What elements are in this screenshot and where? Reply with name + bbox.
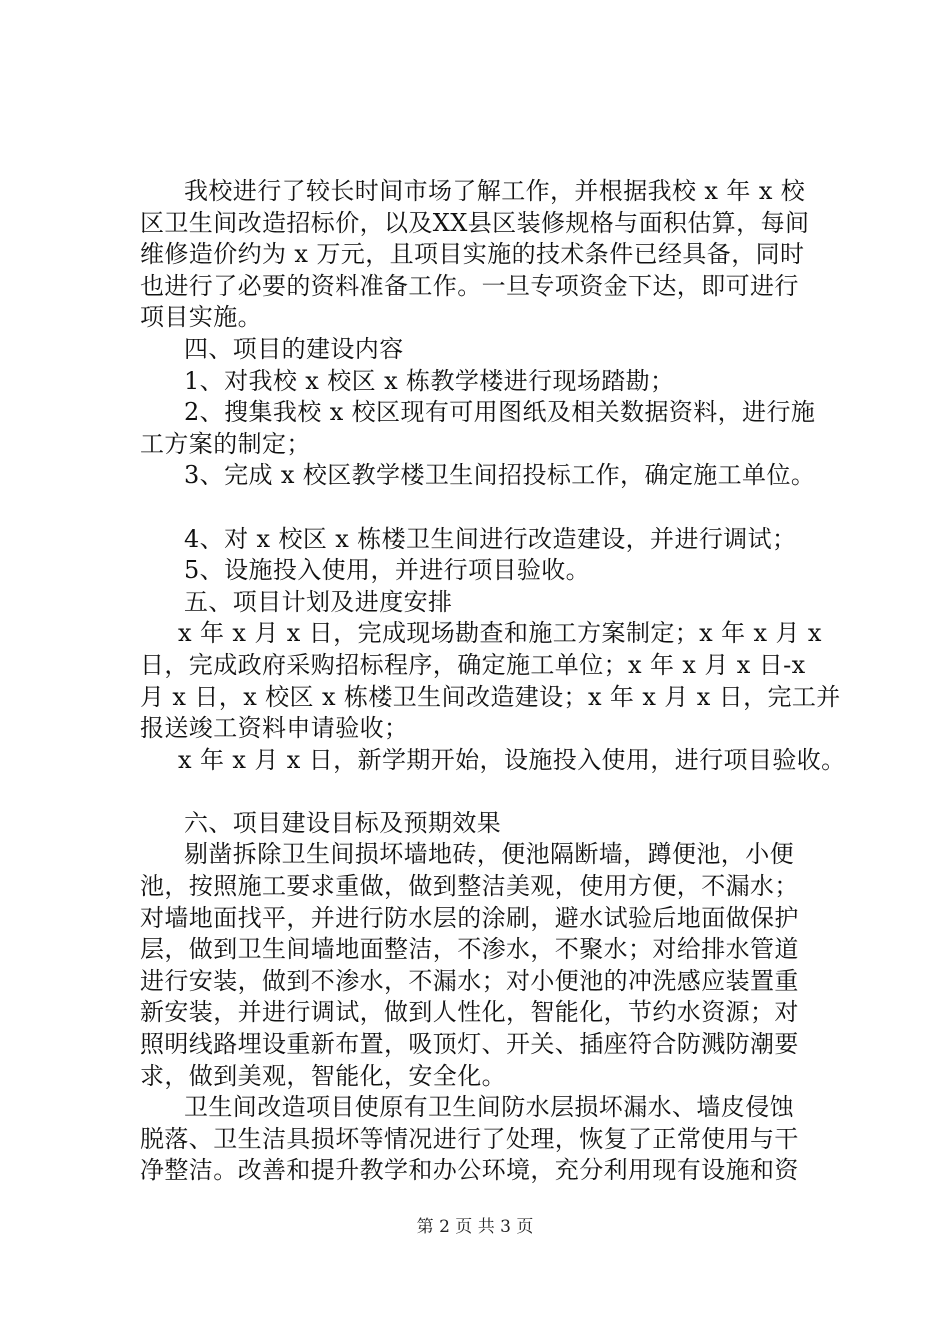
text-line: x 年 x 月 x 日，完成现场勘查和施工方案制定；x 年 x 月 x: [178, 619, 822, 648]
text-line: 层，做到卫生间墙地面整洁，不渗水，不聚水；对给排水管道: [140, 935, 799, 964]
text-line: 剔凿拆除卫生间损坏墙地砖，便池隔断墙，蹲便池，小便: [184, 840, 794, 869]
text-line: 5、设施投入使用，并进行项目验收。: [184, 556, 591, 585]
text-line: 月 x 日，x 校区 x 栋楼卫生间改造建设；x 年 x 月 x 日，完工并: [140, 682, 841, 711]
text-line: 日，完成政府采购招标程序，确定施工单位；x 年 x 月 x 日-x: [140, 650, 806, 679]
text-line: 对墙地面找平，并进行防水层的涂刷，避水试验后地面做保护: [140, 903, 799, 932]
text-line: 1、对我校 x 校区 x 栋教学楼进行现场踏勘；: [184, 366, 675, 395]
text-line: 我校进行了较长时间市场了解工作，并根据我校 x 年 x 校: [184, 177, 806, 205]
text-line: 净整洁。改善和提升教学和办公环境，充分利用现有设施和资: [140, 1156, 799, 1185]
text-line: 求，做到美观，智能化，安全化。: [140, 1061, 506, 1090]
text-line: 区卫生间改造招标价，以及XX县区装修规格与面积估算，每间: [140, 208, 810, 237]
text-line: 工方案的制定；: [140, 429, 311, 458]
text-line: 照明线路埋设重新布置，吸顶灯、开关、插座符合防溅防潮要: [140, 1030, 799, 1059]
blank-line: [140, 776, 840, 808]
text-line: 进行安装，做到不渗水，不漏水；对小便池的冲洗感应装置重: [140, 966, 799, 995]
text-line: 六、项目建设目标及预期效果: [184, 808, 502, 837]
blank-line: [140, 492, 840, 524]
document-body: [140, 176, 846, 1187]
text-line: 四、项目的建设内容: [184, 334, 404, 363]
text-line: 4、对 x 校区 x 栋楼卫生间进行改造建设，并进行调试；: [184, 524, 797, 553]
text-line: 也进行了必要的资料准备工作。一旦专项资金下达，即可进行: [140, 271, 799, 300]
text-line: x 年 x 月 x 日，新学期开始，设施投入使用，进行项目验收。: [178, 745, 846, 774]
text-line: 3、完成 x 校区教学楼卫生间招投标工作，确定施工单位。: [184, 461, 816, 490]
text-line: 卫生间改造项目使原有卫生间防水层损坏漏水、墙皮侵蚀: [184, 1093, 794, 1122]
text-line: 2、搜集我校 x 校区现有可用图纸及相关数据资料，进行施: [184, 398, 816, 427]
text-line: 项目实施。: [140, 303, 262, 332]
page-footer: 第 2 页 共 3 页: [416, 1217, 534, 1237]
text-line: 新安装，并进行调试，做到人性化，智能化，节约水资源；对: [140, 998, 799, 1027]
text-line: 维修造价约为 x 万元，且项目实施的技术条件已经具备，同时: [140, 240, 805, 269]
text-line: 池，按照施工要求重做，做到整洁美观，使用方便，不漏水；: [140, 872, 799, 901]
text-line: 五、项目计划及进度安排: [184, 587, 453, 616]
text-line: 脱落、卫生洁具损坏等情况进行了处理，恢复了正常使用与干: [140, 1124, 799, 1153]
text-line: 报送竣工资料申请验收；: [140, 714, 409, 743]
